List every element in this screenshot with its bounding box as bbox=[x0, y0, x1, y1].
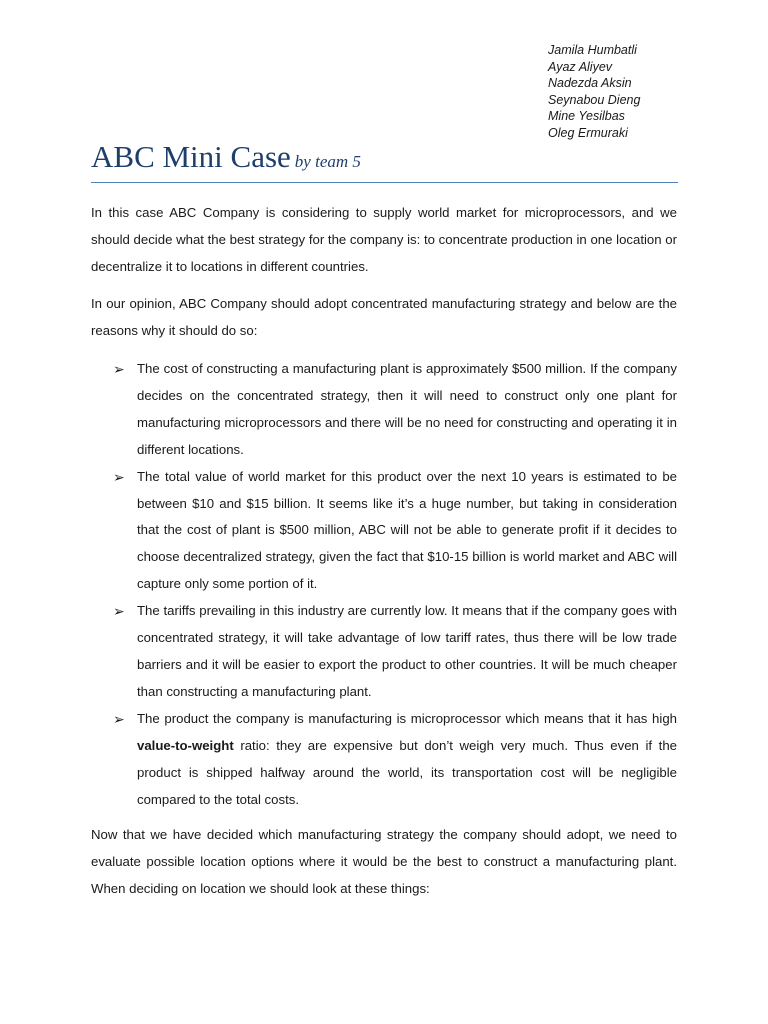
author-name: Seynabou Dieng bbox=[548, 92, 641, 107]
opinion-paragraph: In our opinion, ABC Company should adopt concentrated manufacturing strategy and below are the reasons why it should do so: bbox=[91, 296, 677, 338]
arrow-bullet-icon: ➢ bbox=[113, 361, 125, 377]
intro-paragraph: In this case ABC Company is considering to supply world market for microprocessors, and we should decide what the best strategy for the company is: to concentrate production in one location or decentralize it to locations in different countries. bbox=[91, 205, 677, 274]
conclusion-paragraph: Now that we have decided which manufacturing strategy the company should adopt, we need to evaluate possible location options where it would be the best to construct a manufacturing plant. When deciding on location we should look at these things: bbox=[91, 827, 677, 896]
arrow-bullet-icon: ➢ bbox=[113, 710, 125, 727]
arrow-bullet-icon: ➢ bbox=[113, 468, 125, 485]
arrow-bullet-icon: ➢ bbox=[113, 603, 125, 620]
title-main: ABC Mini Case bbox=[91, 139, 291, 174]
author-name: Oleg Ermuraki bbox=[548, 125, 628, 140]
author-name: Jamila Humbatli bbox=[548, 43, 637, 57]
list-item-text: The tariffs prevailing in this industry are currently low. It means that if the company goes with concentrated strategy, it will take advantage of low tariff rates, thus there will be low trade barriers and it will be easier to export the product to other countries. It will be much cheaper than constructing a manufacturing plant. bbox=[137, 603, 677, 699]
list-item bbox=[91, 356, 677, 464]
title-underline bbox=[91, 182, 678, 183]
bold-term: value-to-weight bbox=[137, 737, 234, 753]
reasons-list bbox=[91, 356, 677, 813]
list-item-text: The total value of world market for this product over the next 10 years is estimated to be between $10 and $15 billion. It seems like it’s a huge number, but taking in consideration that the cost of plant is $500 million, ABC will not be able to generate profit if it decides to choose decentralized strategy, given the fact that $10-15 billion is world market and ABC will capture only some portion of it. bbox=[137, 468, 677, 592]
list-item bbox=[91, 464, 677, 599]
author-list bbox=[548, 42, 640, 142]
list-item bbox=[91, 598, 677, 706]
list-item bbox=[91, 706, 677, 814]
list-item-text: The cost of constructing a manufacturing plant is approximately $500 million. If the company decides on the concentrated strategy, then it will need to construct only one plant for manufacturing microprocessors and there will be no need for constructing and operating it in different locations. bbox=[137, 361, 677, 457]
list-item-text-end: ratio: they are expensive but don’t weigh very much. Thus even if the product is shipped halfway around the world, its transportation cost will be negligible compared to the total costs. bbox=[137, 737, 677, 807]
author-name: Ayaz Aliyev bbox=[548, 59, 613, 74]
document-title bbox=[91, 139, 361, 175]
title-subtitle: by team 5 bbox=[294, 152, 361, 171]
list-item-text-start: The product the company is manufacturing is microprocessor which means that it has high bbox=[137, 710, 677, 726]
author-name: Mine Yesilbas bbox=[548, 109, 625, 124]
author-name: Nadezda Aksin bbox=[548, 76, 632, 91]
